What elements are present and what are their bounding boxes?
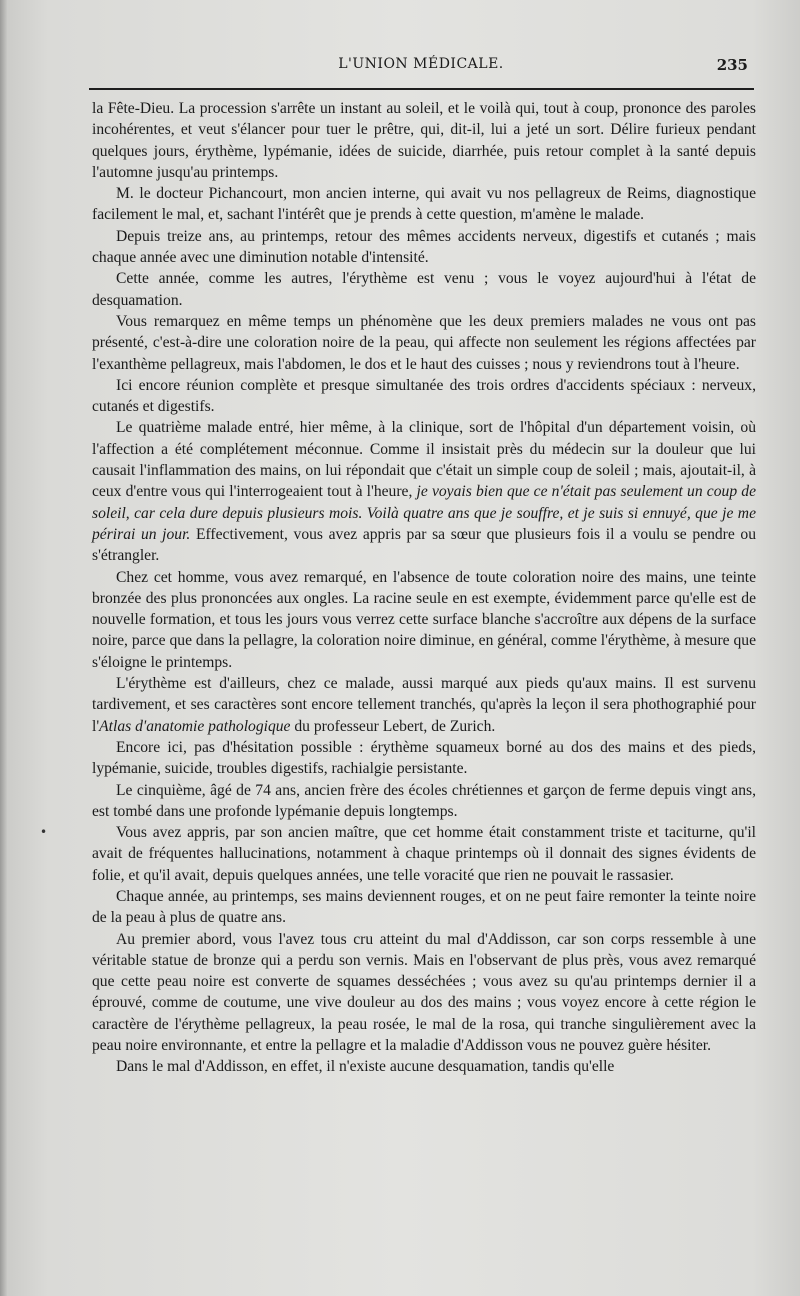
header-rule [89,88,754,90]
page-header [92,56,750,82]
page-number: 235 [716,56,748,74]
italic-title: Atlas d'anatomie pathologique [99,717,291,735]
paragraph-text: du professeur Lebert, de Zurich. [290,717,496,735]
paragraph: Chaque année, au printemps, ses mains deviennent rouges, et on ne peut faire remonter la teinte noire de la peau à plus de quatre ans. [92,887,756,927]
paragraph: Vous avez appris, par son ancien maître, que cet homme était constamment triste et taciturne, qu'il avait de fréquentes hallucinations, notamment à chaque printemps où il donnait des signes évidents de folie, et qu'il avait, depuis quelques années, une telle voracité que rien ne pouvait le rassasier. [92,824,756,884]
body-text [92,98,756,1078]
paragraph [92,673,756,737]
paragraph: Dans le mal d'Addisson, en effet, il n'existe aucune desquamation, tandis qu'elle [116,1058,615,1076]
paragraph: Au premier abord, vous l'avez tous cru atteint du mal d'Addisson, car son corps ressemble à une véritable statue de bronze qui a perdu son vernis. Mais en l'observant de plus près, vous avez remarqué que cette peau noire est converte de squames desséchées ; vous avez su qu'au printemps dernier il a éprouvé, comme de coutume, une vive douleur au dos des mains ; vous voyez encore à cette région le caractère de l'érythème pellagreux, la peau rosée, le mal de la rosa, qui tranche singulièrement avec la peau noire environnante, et entre la pellagre et la maladie d'Addisson vous ne pouvez guère hésiter. [92,930,756,1055]
paragraph: M. le docteur Pichancourt, mon ancien interne, qui avait vu nos pellagreux de Reims, diagnostique facilement le mal, et, sachant l'intérêt que je prends à cette question, m'amène le malade. [92,185,756,224]
paragraph: Le cinquième, âgé de 74 ans, ancien frère des écoles chrétiennes et garçon de ferme depuis vingt ans, est tombé dans une profonde lypémanie depuis longtemps. [92,781,756,820]
page-edge-shadow [0,0,8,1296]
running-head: L'UNION MÉDICALE. [338,56,504,72]
paragraph [92,417,756,566]
paragraph: la Fête-Dieu. La procession s'arrête un instant au soleil, et le voilà qui, tout à coup, prononce des paroles incohérentes, et veut s'élancer pour tuer le prêtre, qui, dit-il, lui a jeté un sort. Délire furieux pendant quelques jours, érythème, lypémanie, idées de suicide, diarrhée, puis retour complet à la santé depuis l'automne jusqu'au printemps. [92,100,756,181]
paragraph: Depuis treize ans, au printemps, retour des mêmes accidents nerveux, digestifs et cutanés ; mais chaque année avec une diminution notable d'intensité. [92,227,756,267]
paragraph: Cette année, comme les autres, l'érythème est venu ; vous le voyez aujourd'hui à l'état de desquamation. [92,270,756,309]
italic-quote: je voyais bien que ce n'était pas seulement un coup de soleil, car cela dure depuis plusieurs mois. Voilà quatre ans que je souffre, et je suis si ennuyé, que je me périrai un jour. [92,483,756,543]
paragraph: Ici encore réunion complète et presque simultanée des trois ordres d'accidents spéciaux : nerveux, cutanés et digestifs. [92,376,756,416]
paragraph: Chez cet homme, vous avez remarqué, en l'absence de toute coloration noire des mains, une teinte bronzée des plus prononcées aux ongles. La racine seule en est exempte, évidemment parce qu'elle est de nouvelle formation, et tous les jours vous verrez cette surface blanche s'accroître aux dépens de la surface noire, parce que dans la pellagre, la coloration noire diminue, en général, comme l'érythème, à mesure que s'éloigne le printemps. [92,568,756,671]
paragraph: Vous remarquez en même temps un phénomène que les deux premiers malades ne vous ont pas présenté, c'est-à-dire une coloration noire de la peau, qui affecte non seulement les régions affectées par l'exanthème pellagreux, mais l'abdomen, le dos et le haut des cuisses ; nous y reviendrons tout à l'heure. [92,312,756,373]
paragraph-text: Effectivement, vous avez appris par sa sœur que plusieurs fois il a voulu se pendre ou s'étrangler. [92,525,757,565]
paragraph: Encore ici, pas d'hésitation possible : érythème squameux borné au dos des mains et des pieds, lypémanie, suicide, troubles digestifs, rachialgie persistante. [92,738,756,778]
paragraph-text: L'érythème est d'ailleurs, chez ce malade, aussi marqué aux pieds qu'aux mains. Il est survenu tardivement, et ses caractères sont encore tellement tranchés, qu'après la leçon il sera phothographié pour l' [92,675,756,735]
margin-dot: • [40,825,48,839]
paragraph-text: Le quatrième malade entré, hier même, à la clinique, sort de l'hôpital d'un département voisin, où l'affection a été complétement méconnue. Comme il insistait près du médecin sur la douleur que lui causait l'inflammation des mains, on lui répondait que c'était un simple coup de soleil ; mais, ajoutait-il, à ceux d'entre vous qui l'interrogeaient tout à l'heure, [92,419,756,501]
